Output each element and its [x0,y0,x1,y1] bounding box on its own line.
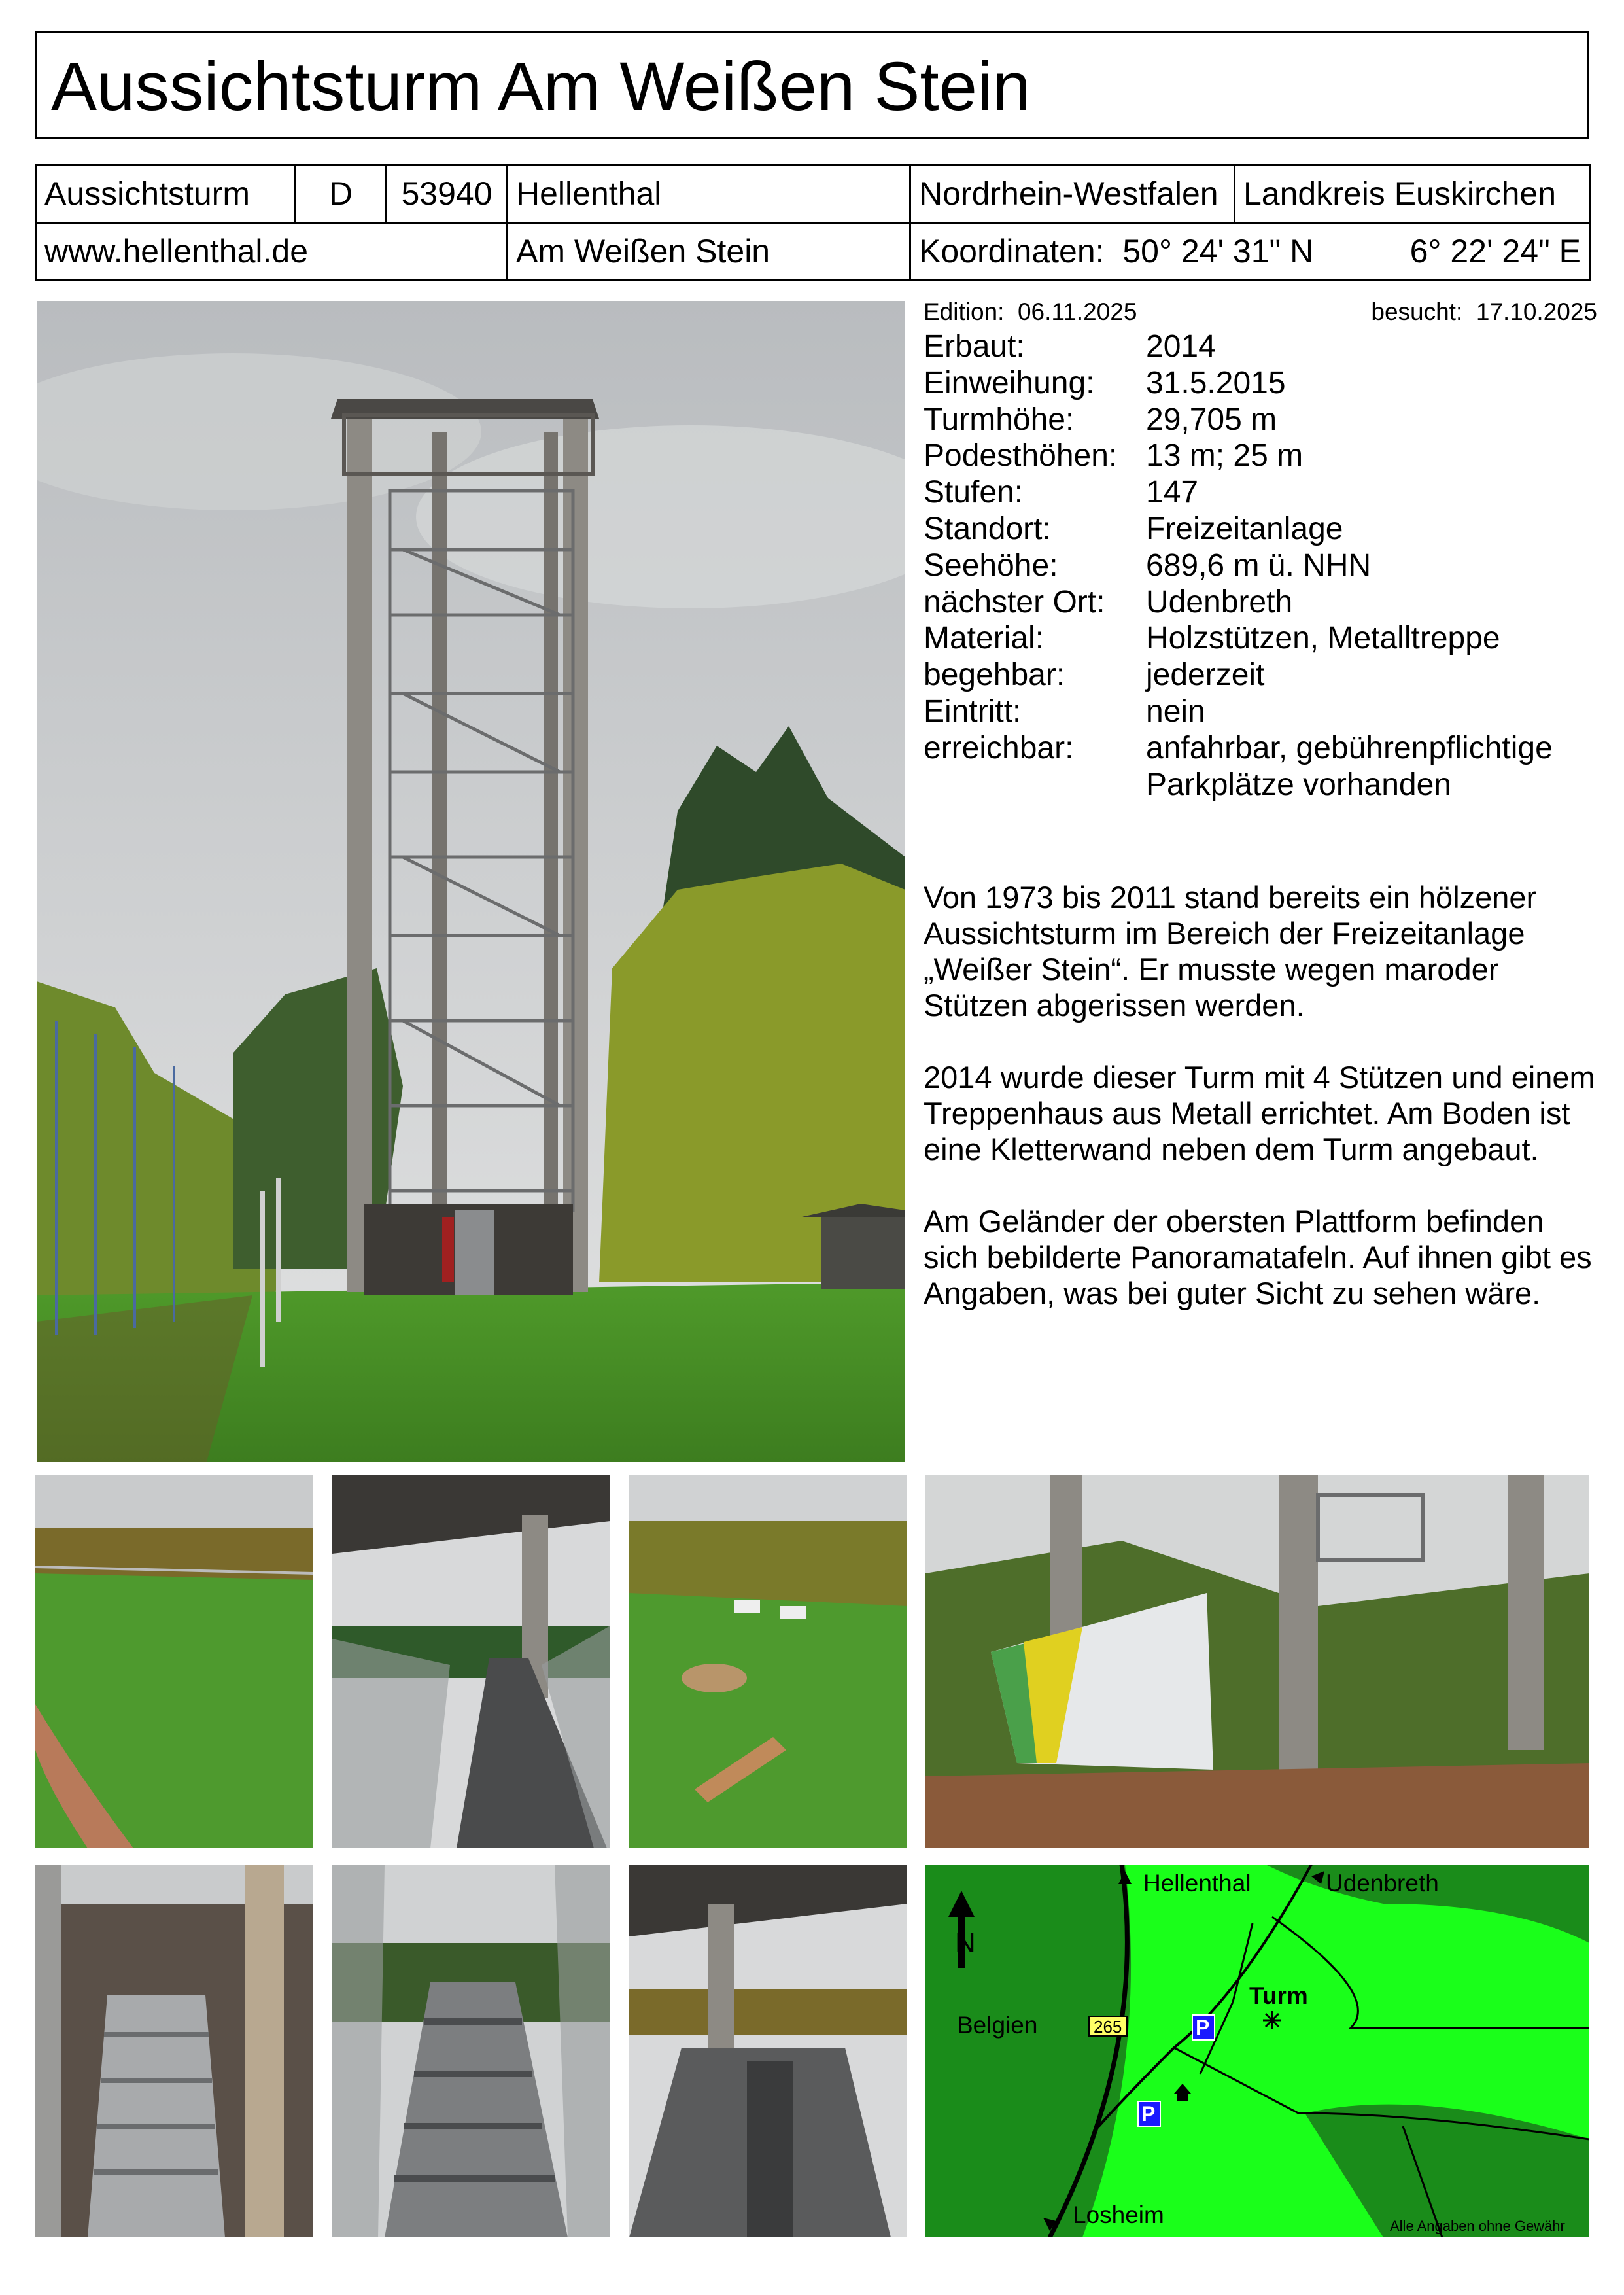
fact-row [924,584,1597,621]
visited-date: 17.10.2025 [1476,298,1597,325]
tower-icon [1263,2011,1281,2029]
fact-row [924,402,1597,438]
map-road-number: 265 [1094,2017,1122,2037]
fact-label: Eintritt: [924,693,1022,729]
description-paragraph: Am Geländer der obersten Plattform befinden sich bebilderte Panoramatafeln. Auf ihnen gibt es Angaben, was bei guter Sicht zu sehen wäre. [924,1204,1592,1311]
photo-platform-walkway [332,1475,610,1848]
location-map [925,1865,1589,2237]
fact-label: Seehöhe: [924,548,1058,583]
photo-aerial-field [35,1475,313,1848]
fact-value: Freizeitanlage [1146,511,1343,546]
fact-label: erreichbar: [924,730,1074,765]
fact-value: 13 m; 25 m [1146,438,1304,474]
longitude: 6° 22' 24" E [1409,233,1581,270]
map-disclaimer: Alle Angaben ohne Gewähr [1390,2218,1565,2234]
fact-value: Udenbreth [1146,584,1293,620]
fact-label: Erbaut: [924,329,1025,364]
fact-row [924,474,1597,511]
fact-row [924,730,1597,803]
map-label-belgien: Belgien [957,2012,1038,2039]
coord-label: Koordinaten: [919,233,1105,270]
map-label-udenbreth: Udenbreth [1326,1870,1439,1897]
map-label-turm: Turm [1249,1982,1308,2009]
fact-label: Standort: [924,511,1051,546]
fact-label: Material: [924,621,1045,656]
edition-line [924,296,1597,328]
info-table [35,164,1591,281]
website-cell: www.hellenthal.de [36,222,508,281]
fact-row [924,511,1597,548]
photo-platform-view [629,1865,907,2237]
fact-value: Holzstützen, Metalltreppe [1146,621,1500,656]
map-label-losheim: Losheim [1073,2201,1164,2228]
photo-stairs-up [332,1865,610,2237]
fact-label: Stufen: [924,475,1024,510]
location-cell: Am Weißen Stein [508,222,910,281]
map-label-hellenthal: Hellenthal [1143,1870,1251,1897]
fact-row [924,693,1597,730]
fact-value: jederzeit [1146,657,1265,693]
fact-label: Turmhöhe: [924,402,1075,437]
facts-panel [924,296,1597,1311]
fact-label: nächster Ort: [924,584,1105,620]
fact-row [924,365,1597,402]
state-cell: Nordrhein-Westfalen [910,165,1235,223]
country-cell: D [296,165,387,223]
fact-value: 147 [1146,475,1199,510]
fact-row [924,657,1597,693]
photo-stairs-base [35,1865,313,2237]
fact-value: 689,6 m ü. NHN [1146,548,1372,583]
fact-value: 31.5.2015 [1146,365,1286,400]
fact-row [924,620,1597,657]
coordinates-cell [910,222,1590,281]
fact-label: begehbar: [924,657,1065,693]
fact-row [924,438,1597,474]
photo-camping-area [629,1475,907,1848]
fact-row [924,548,1597,584]
municipality-cell: Hellenthal [508,165,910,223]
map-parking-label: P [1196,2016,1210,2039]
description-paragraph: Von 1973 bis 2011 stand bereits ein hölzener Aussichtsturm im Bereich der Freizeitanlage „Weißer Stein“. Er musste wegen maroder Stützen abgerissen werden. [924,880,1537,1023]
photo-climbing-wall [925,1475,1589,1848]
fact-label: Podesthöhen: [924,438,1118,474]
fact-row [924,328,1597,365]
postcode-cell: 53940 [387,165,508,223]
type-cell: Aussichtsturm [36,165,296,223]
visited-label: besucht: [1371,298,1463,325]
page-title: Aussichtsturm Am Weißen Stein [51,48,1031,125]
latitude: 50° 24' 31" N [1122,233,1314,270]
fact-value: 29,705 m [1146,402,1277,437]
fact-value: anfahrbar, gebührenpflichtige Parkplätze vorhanden [1146,730,1553,802]
main-tower-photo [37,301,905,1462]
description-paragraph: 2014 wurde dieser Turm mit 4 Stützen und einem Treppenhaus aus Metall errichtet. Am Boden ist eine Kletterwand neben dem Turm angebaut. [924,1060,1595,1167]
fact-label: Einweihung: [924,365,1095,400]
map-north-label: N [955,1927,976,1959]
map-parking-label-2: P [1141,2102,1156,2126]
fact-value: nein [1146,693,1205,729]
fact-value: 2014 [1146,329,1216,364]
district-cell: Landkreis Euskirchen [1235,165,1590,223]
title-box [35,31,1589,139]
edition-label: Edition: [924,298,1005,325]
edition-date: 06.11.2025 [1017,298,1137,325]
